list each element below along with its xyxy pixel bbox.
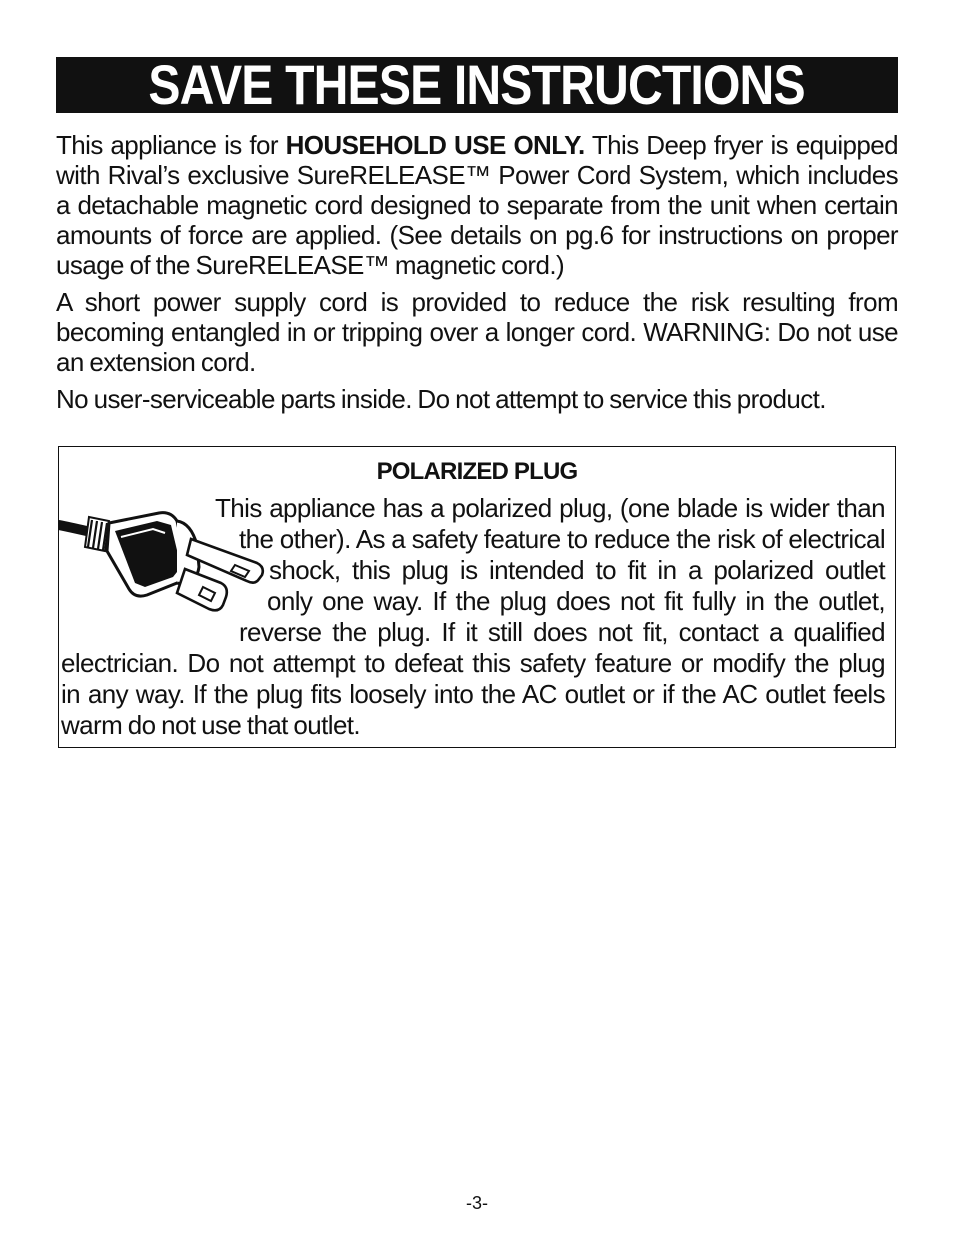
notice-line-8: warm do not use that outlet. [61,710,361,740]
notice-body [61,493,885,741]
intro-paragraph-service: No user-serviceable parts inside. Do not attempt to service this product. [56,384,826,414]
page-number: -3- [466,1193,488,1213]
intro-paragraph-cord: A short power supply cord is provided to reduce the risk resulting from becoming entangled in or tripping over a longer cord. WARNING: Do not use an extension cord. [56,287,898,377]
intro-p1-lead: This appliance is for [56,130,286,160]
notice-line-1: This appliance has a polarized plug, (one blade is wider than [215,493,885,523]
intro-section [56,130,898,421]
household-use-emphasis: HOUSEHOLD USE ONLY. [285,130,585,160]
notice-heading: POLARIZED PLUG [376,458,578,485]
notice-line-6: electrician. Do not attempt to defeat this safety feature or modify the plug [61,648,885,678]
notice-line-3: shock, this plug is intended to fit in a polarized outlet [269,555,885,585]
notice-line-7: in any way. If the plug fits loosely into the AC outlet or if the AC outlet feels [61,679,885,709]
page-title: SAVE THESE INSTRUCTIONS [148,53,806,116]
intro-p1-rest: This Deep fryer is equipped with Rival’s exclusive SureRELEASE™ Power Cord System, which includes a detachable magnetic cord designed to separate from the unit when certain amounts of force are applied. (See details on pg.6 for instructions on proper usage of the SureRELEASE™ magnetic cord.) [56,130,898,280]
intro-paragraph-household [56,130,898,280]
notice-line-2: the other). As a safety feature to reduce the risk of electrical [239,524,885,554]
notice-line-4: only one way. If the plug does not fit fully in the outlet, [267,586,885,616]
notice-line-5: reverse the plug. If it still does not fit, contact a qualified [239,617,885,647]
polarized-plug-notice [58,446,896,748]
title-banner [56,53,898,116]
